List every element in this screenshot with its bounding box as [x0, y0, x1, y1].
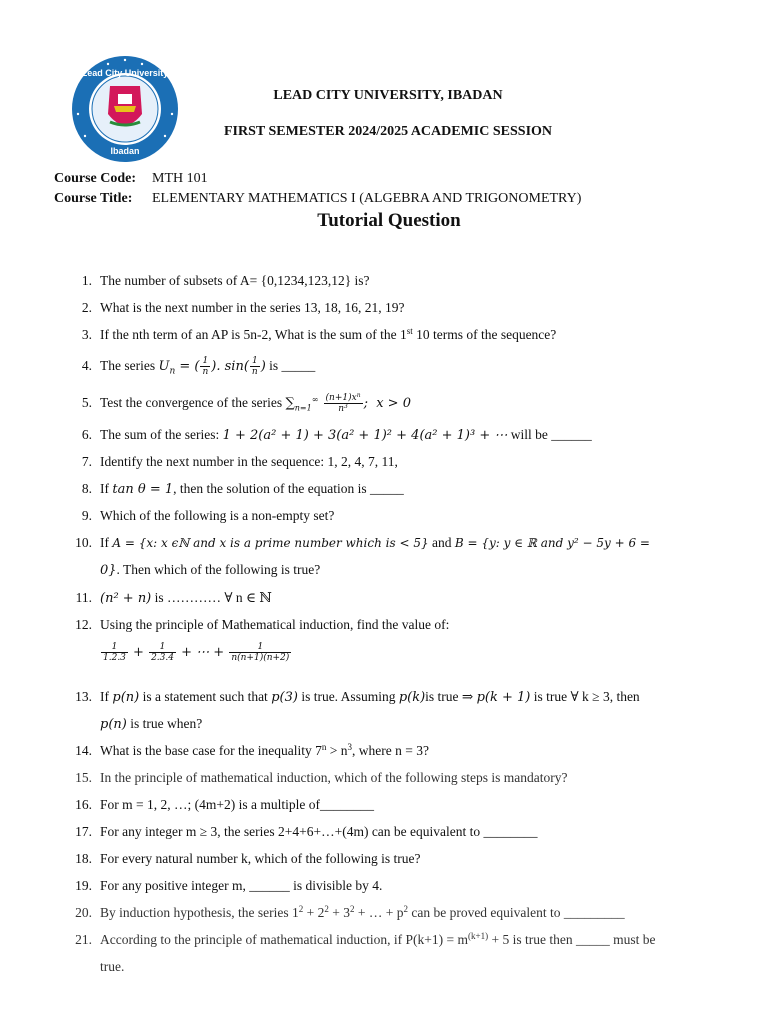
document-title: Tutorial Question — [317, 210, 461, 231]
logo-text-bottom: Ibadan — [110, 146, 140, 156]
fraction: $\frac{1}{1.2.3}$ — [103, 642, 126, 663]
course-code-row — [54, 171, 208, 187]
question-number: 10. — [75, 535, 92, 550]
math-expression: $U_n$ = ( $\frac{1}{n}$ ). sin( $\frac{1}{n}$ ) — [158, 356, 266, 377]
course-title-row — [54, 191, 581, 207]
question-text — [100, 479, 730, 500]
question-number: 20. — [75, 905, 92, 920]
text-part: will be ______ — [507, 427, 592, 442]
question-text — [100, 393, 730, 419]
math-expression: B = {y: y ∈ ℝ and y² − 5y + 6 = — [454, 536, 650, 550]
superscript: st — [406, 326, 413, 336]
text-part: If — [100, 481, 113, 496]
fraction: $\frac{1}{2.3.4}$ — [151, 642, 174, 663]
question-text: For m = 1, 2, …; (4m+2) is a multiple of________ — [100, 797, 374, 812]
question-number: 7. — [81, 454, 92, 469]
text-part: is ………… ∀ n ∈ ℕ — [151, 590, 272, 605]
text-part: + ⋯ + — [181, 645, 225, 660]
question-number: 18. — [75, 851, 92, 866]
math-expression: (n² + n) — [100, 591, 152, 606]
question-number: 21. — [75, 932, 92, 947]
academic-session: FIRST SEMESTER 2024/2025 ACADEMIC SESSION — [223, 124, 553, 139]
question-text: According to the principle of mathematical induction, if $P(k+1) = m^{(k+1)} + 5$ is true then _____ must be — [100, 931, 656, 947]
question-number: 11. — [75, 590, 92, 605]
course-code-value: MTH 101 — [152, 171, 208, 186]
question-number: 9. — [81, 508, 92, 523]
question-number: 12. — [75, 617, 92, 632]
question-text: What is the next number in the series 13, 18, 16, 21, 19? — [100, 300, 405, 315]
course-code-label: Course Code: — [54, 171, 137, 186]
text-part: , then the solution of the equation is _____ — [173, 481, 404, 496]
fraction: $\frac{1}{n}$ — [251, 356, 258, 377]
question-text — [100, 560, 730, 581]
question-text — [100, 356, 730, 382]
university-logo — [70, 54, 180, 164]
math-expression: 1 + 2(a² + 1) + 3(a² + 1)² + 4(a² + 1)³ + ⋯ — [222, 428, 508, 443]
question-text — [100, 425, 730, 446]
math-expression: 0} — [100, 563, 117, 578]
fraction: $\frac{1}{n(n+1)(n+2)}$ — [231, 642, 290, 663]
question-text: Using the principle of Mathematical induction, find the value of: — [100, 617, 450, 632]
math-expression: tan θ = 1 — [112, 482, 174, 497]
question-number: 16. — [75, 797, 92, 812]
text-part: If the nth term of an AP is 5n-2, What is the sum of the 1 — [100, 327, 407, 342]
fraction: $\frac{(n+1)x^n}{n^3}$ — [325, 392, 361, 414]
question-number: 8. — [81, 481, 92, 496]
question-text: true. — [100, 959, 125, 974]
question-number: 5. — [81, 395, 92, 410]
question-number: 3. — [81, 327, 92, 342]
course-title-label: Course Title: — [54, 191, 133, 206]
question-text: The number of subsets of A= {0,1234,123,12} is? — [100, 273, 370, 288]
math-expression: $\frac{1}{1.2.3}$ + $\frac{1}{2.3.4}$ + ⋯ + $\frac{1}{n(n+1)(n+2)}$ — [103, 642, 290, 663]
question-number: 13. — [75, 689, 92, 704]
text-part: The series — [100, 358, 159, 373]
text-part: If — [100, 535, 113, 550]
question-number: 2. — [81, 300, 92, 315]
math-expression: A = {x: x ϵℕ and x is a prime number which is < 5} — [112, 536, 429, 550]
question-number: 1. — [81, 273, 92, 288]
question-text: p(n) is true when? — [100, 716, 203, 732]
question-number: 6. — [81, 427, 92, 442]
question-text: Which of the following is a non-empty set? — [100, 508, 335, 523]
question-number: 17. — [75, 824, 92, 839]
text-part: The sum of the series: — [100, 427, 223, 442]
question-number: 14. — [75, 743, 92, 758]
text-part: Test the convergence of the series — [100, 395, 286, 410]
fraction: $\frac{1}{n}$ — [202, 356, 209, 377]
question-text — [100, 533, 730, 553]
text-part: 10 terms of the sequence? — [412, 327, 557, 342]
question-text: For any integer m ≥ 3, the series 2+4+6+…+(4m) can be equivalent to ________ — [100, 824, 538, 839]
math-expression: $\sum_{n=1}^\infty$ $\frac{(n+1)x^n}{n^3}$ ; x > 0 — [285, 392, 411, 414]
question-number: 15. — [75, 770, 92, 785]
question-text — [100, 325, 730, 345]
question-text: If p(n) is a statement such that p(3) is true. Assuming p(k)is true ⇒ p(k + 1) is true ∀ k ≥ 3, then — [100, 689, 640, 705]
question-number: 4. — [81, 358, 92, 373]
question-text — [100, 588, 730, 609]
question-text: By induction hypothesis, the series $1^2 + 2^2 + 3^2$ + … + $p^2$ can be proved equivalent to _________ — [100, 904, 625, 920]
question-number: 19. — [75, 878, 92, 893]
text-part: and — [428, 535, 455, 550]
course-title-value: ELEMENTARY MATHEMATICS I (ALGEBRA AND TRIGONOMETRY) — [152, 191, 582, 206]
question-text: In the principle of mathematical induction, which of the following steps is mandatory? — [100, 770, 568, 785]
logo-text-top: Lead City University — [81, 68, 169, 78]
university-name: LEAD CITY UNIVERSITY, IBADAN — [273, 88, 503, 103]
text-part: . Then which of the following is true? — [116, 562, 321, 577]
text-part: is _____ — [265, 358, 316, 373]
question-text: Identify the next number in the sequence: 1, 2, 4, 7, 11, — [100, 454, 398, 469]
question-text: For any positive integer m, ______ is divisible by 4. — [100, 878, 383, 893]
question-text: For every natural number k, which of the following is true? — [100, 851, 421, 866]
question-text: What is the base case for the inequality $7^n > n^3$, where n = 3? — [100, 742, 430, 758]
